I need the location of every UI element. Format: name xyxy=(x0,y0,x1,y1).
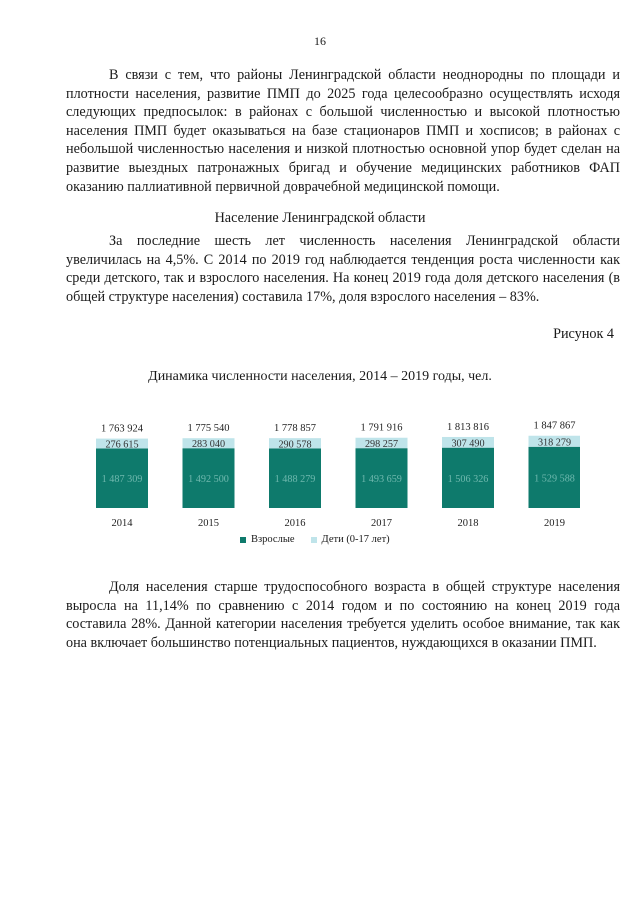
x-tick-2015: 2015 xyxy=(198,518,219,529)
data-label-total-2014: 1 763 924 xyxy=(101,423,143,435)
data-label-adults-2019: 1 529 588 xyxy=(534,473,575,485)
data-label-children-2016: 290 578 xyxy=(278,439,312,451)
legend-label-adults: Взрослые xyxy=(251,534,295,545)
data-label-adults-2017: 1 493 659 xyxy=(361,474,402,486)
x-tick-2019: 2019 xyxy=(544,518,565,529)
x-tick-2017: 2017 xyxy=(371,518,392,529)
page-number: 16 xyxy=(314,34,326,48)
data-label-children-2019: 318 279 xyxy=(537,437,572,449)
data-label-total-2018: 1 813 816 xyxy=(447,421,489,433)
x-tick-2018: 2018 xyxy=(457,518,479,529)
chart-legend xyxy=(240,534,390,545)
x-tick-2016: 2016 xyxy=(284,518,306,529)
data-label-children-2017: 298 257 xyxy=(364,438,399,450)
population-stacked-bar-chart xyxy=(70,402,580,532)
legend-swatch-children xyxy=(311,537,317,543)
paragraph-districts: В связи с тем, что районы Ленинградской области неоднородны по площади и плотности населения, развитие ПМП до 2025 года целесообразно осуществлять исходя следующих предпосылок: в районах с большой численностью и высокой плотностью населения ПМП будет оказываться на базе стационаров ПМП и хосписов; в районах с небольшой численностью населения и низкой плотностью основной упор будет сделан на развитие выездных патронажных бригад и обучение медицинских работников ФАП оказанию паллиативной первичной доврачебной медицинской помощи. xyxy=(66,67,620,195)
paragraph-population: За последние шесть лет численность населения Ленинградской области увеличилась на 4,5%. С 2014 по 2019 год наблюдается тенденция роста численности как среди детского, так и взрослого населения. На конец 2019 года доля детского населения (в общей структуре населения) составила 17%, доля взрослого населения – 83%. xyxy=(66,233,620,305)
data-label-total-2015: 1 775 540 xyxy=(187,423,230,435)
data-label-total-2019: 1 847 867 xyxy=(533,420,576,432)
paragraph-elderly: Доля населения старше трудоспособного возраста в общей структуре населения выросла на 11,14% по сравнению с 2014 годом и по состоянию на конец 2019 года составила 28%. Данной категории населения требуется уделить особое внимание, так как она включает большинство потенциальных пациентов, нуждающихся в оказании ПМП. xyxy=(66,579,620,651)
figure-label: Рисунок 4 xyxy=(553,326,614,342)
data-label-total-2016: 1 778 857 xyxy=(274,423,316,435)
chart-title: Динамика численности населения, 2014 – 2019 годы, чел. xyxy=(148,369,492,384)
legend-swatch-adults xyxy=(240,537,246,543)
data-label-total-2017: 1 791 916 xyxy=(360,422,403,434)
data-label-children-2014: 276 615 xyxy=(105,439,139,451)
data-label-adults-2018: 1 506 326 xyxy=(447,473,489,485)
x-tick-2014: 2014 xyxy=(111,518,133,529)
data-label-children-2018: 307 490 xyxy=(451,438,485,450)
data-label-adults-2016: 1 488 279 xyxy=(274,474,316,486)
legend-label-children: Дети (0-17 лет) xyxy=(321,534,390,545)
data-label-adults-2015: 1 492 500 xyxy=(188,474,229,486)
data-label-children-2015: 283 040 xyxy=(191,439,226,451)
section-heading: Население Ленинградской области xyxy=(214,210,426,226)
data-label-adults-2014: 1 487 309 xyxy=(101,474,143,486)
